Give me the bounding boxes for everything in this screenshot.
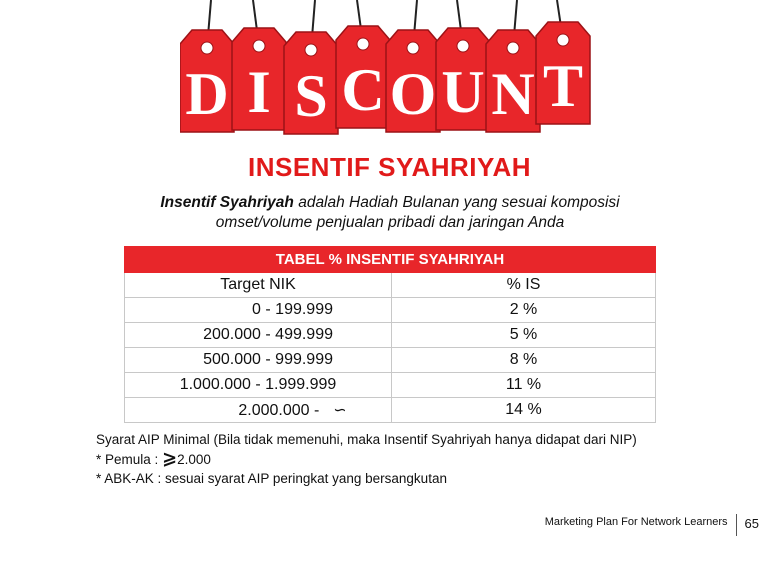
table-row — [125, 298, 656, 323]
price-tag-o — [386, 0, 440, 132]
footer — [545, 514, 759, 536]
cell-target — [125, 398, 392, 423]
gte-symbol: ⩾ — [162, 448, 178, 468]
price-tag-d — [180, 0, 234, 132]
note-line-3: * ABK-AK : sesuai syarat AIP peringkat yang bersangkutan — [96, 471, 447, 486]
insentif-table — [124, 246, 656, 423]
table-row — [125, 373, 656, 398]
discount-banner — [180, 0, 592, 148]
page-number: 65 — [744, 516, 759, 531]
subtitle-line1: adalah Hadiah Bulanan yang sesuai komposisi — [293, 194, 620, 211]
cell-percent: 5 % — [392, 323, 656, 348]
tag-letter: C — [341, 57, 385, 123]
subtitle — [100, 193, 680, 233]
cell-percent: 14 % — [392, 398, 656, 423]
note-line-1: Syarat AIP Minimal (Bila tidak memenuhi, maka Insentif Syahriyah hanya didapat dari NIP) — [96, 432, 637, 447]
page-title: INSENTIF SYAHRIYAH — [247, 152, 532, 182]
cell-target-value: 2.000.000 - — [238, 402, 320, 419]
tag-letter: D — [185, 61, 229, 127]
requirements-notes — [96, 430, 637, 488]
column-header-is: % IS — [392, 273, 656, 298]
price-tag-i — [232, 0, 286, 130]
cell-percent: 8 % — [392, 348, 656, 373]
subtitle-bold: Insentif Syahriyah — [160, 194, 294, 211]
cell-target-value: 1.000.000 - 1.999.999 — [179, 376, 337, 393]
price-tag-s — [284, 0, 338, 134]
price-tag-n — [486, 0, 540, 132]
cell-target — [125, 298, 392, 323]
price-tag-u — [436, 0, 490, 130]
tag-letter: T — [542, 53, 584, 119]
tag-letter: N — [491, 61, 535, 127]
table-caption: TABEL % INSENTIF SYAHRIYAH — [125, 247, 656, 273]
cell-percent: 2 % — [392, 298, 656, 323]
price-tag-t — [536, 0, 590, 124]
note-prefix: * Pemula : — [96, 452, 163, 467]
infinity-symbol: ∽ — [333, 402, 347, 419]
cell-target-value: 0 - 199.999 — [252, 301, 333, 318]
table-row — [125, 398, 656, 423]
table-header-row — [125, 273, 656, 298]
cell-target-value: 500.000 - 999.999 — [203, 351, 333, 368]
price-tag-c — [336, 0, 390, 128]
tag-letter: S — [294, 63, 328, 129]
table-row — [125, 348, 656, 373]
cell-target — [125, 373, 392, 398]
tag-letter: U — [441, 59, 485, 125]
tag-letter: O — [389, 61, 437, 127]
tag-letter: I — [247, 59, 271, 125]
table-row — [125, 323, 656, 348]
cell-target-value: 200.000 - 499.999 — [203, 326, 333, 343]
subtitle-line2: omset/volume penjualan pribadi dan jaringan Anda — [215, 214, 565, 231]
cell-target — [125, 323, 392, 348]
cell-percent: 11 % — [392, 373, 656, 398]
column-header-target: Target NIK — [125, 273, 392, 298]
note-line-2 — [96, 449, 637, 469]
cell-target — [125, 348, 392, 373]
footer-brand: Marketing Plan For Network Learners — [544, 516, 728, 528]
note-value: 2.000 — [177, 452, 211, 467]
